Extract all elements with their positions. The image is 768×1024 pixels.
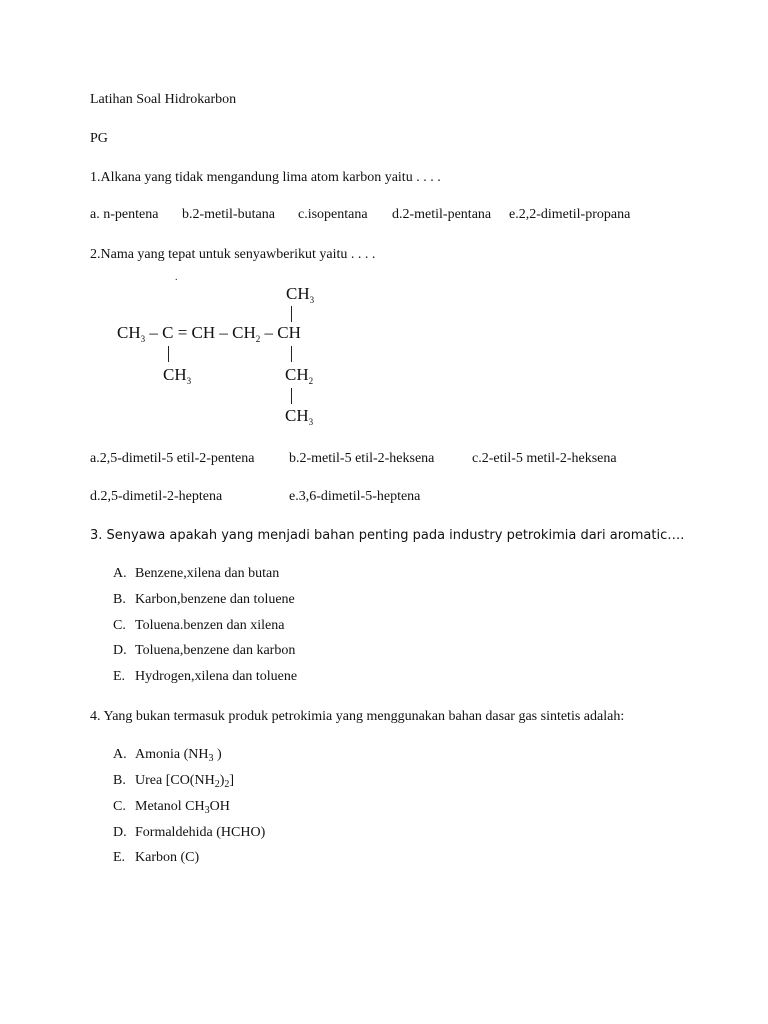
bond-bottom xyxy=(291,388,292,404)
q4-option-c-letter: C. xyxy=(113,799,126,814)
q4-option-c-sub: 3 xyxy=(204,805,210,816)
q4-option-a-post: ) xyxy=(213,747,222,762)
q4-option-e-text: Karbon (C) xyxy=(135,850,200,865)
q2-option-d: d.2,5-dimetil-2-heptena xyxy=(90,489,223,504)
bottom-methyl-text: CH xyxy=(285,406,309,425)
q4-option-e-letter: E. xyxy=(113,850,126,865)
chain-part-2: – C = CH – CH xyxy=(149,323,256,342)
section-label: PG xyxy=(90,131,108,146)
q1-option-a: a. n-pentena xyxy=(90,207,159,222)
top-methyl-text: CH xyxy=(286,284,310,303)
bottom-methyl-sub: 3 xyxy=(308,417,314,427)
q3-option-d xyxy=(113,643,295,659)
q1-option-d: d.2-metil-pentana xyxy=(392,207,492,222)
q4-option-b-sub: 2 xyxy=(214,779,220,790)
bottom-methyl-group xyxy=(285,406,313,426)
top-methyl-sub: 3 xyxy=(309,295,315,305)
q4-option-c xyxy=(113,799,230,815)
q4-option-e xyxy=(113,850,199,866)
q3-option-b-text: Karbon,benzene dan toluene xyxy=(135,592,295,607)
q4-option-d-letter: D. xyxy=(113,825,127,840)
q4-option-c-text: Metanol CH xyxy=(135,799,205,814)
question-4-text: 4. Yang bukan termasuk produk petrokimia yang menggunakan bahan dasar gas sintetis adalah: xyxy=(90,709,625,724)
q3-option-a xyxy=(113,566,279,582)
q3-option-a-text: Benzene,xilena dan butan xyxy=(135,566,280,581)
q4-option-d xyxy=(113,825,265,841)
q4-option-b-post: ] xyxy=(229,773,235,788)
q3-option-c-text: Toluena.benzen dan xilena xyxy=(135,618,285,633)
stray-dot: . xyxy=(175,272,178,283)
q4-option-b-text: Urea [CO(NH xyxy=(135,773,215,788)
q4-option-a-sub: 3 xyxy=(208,753,214,764)
q3-option-e xyxy=(113,669,297,685)
question-3-text: 3. Senyawa apakah yang menjadi bahan penting pada industry petrokimia dari aromatic…. xyxy=(90,528,685,543)
q2-option-b: b.2-metil-5 etil-2-heksena xyxy=(289,451,435,466)
q3-option-c-letter: C. xyxy=(113,618,126,633)
q1-option-e: e.2,2-dimetil-propana xyxy=(509,207,631,222)
q3-option-e-text: Hydrogen,xilena dan toluene xyxy=(135,669,298,684)
chain-sub-2: 2 xyxy=(255,334,261,344)
q3-option-d-text: Toluena,benzene dan karbon xyxy=(135,643,296,658)
q4-option-b-letter: B. xyxy=(113,773,126,788)
q3-option-a-letter: A. xyxy=(113,566,127,581)
question-1-text: 1.Alkana yang tidak mengandung lima atom karbon yaitu . . . . xyxy=(90,170,441,185)
top-methyl-group xyxy=(286,284,314,304)
main-chain xyxy=(117,323,301,343)
q4-option-b-mid: ) xyxy=(219,773,225,788)
q4-option-b xyxy=(113,773,234,789)
q4-option-a-text: Amonia (NH xyxy=(135,747,209,762)
q4-option-a-letter: A. xyxy=(113,747,127,762)
bond-top xyxy=(291,306,292,322)
q1-option-c: c.isopentana xyxy=(298,207,368,222)
q3-option-e-letter: E. xyxy=(113,669,126,684)
left-methyl-group xyxy=(163,365,191,385)
q4-option-a xyxy=(113,747,222,763)
q3-option-d-letter: D. xyxy=(113,643,127,658)
q4-option-d-text: Formaldehida (HCHO) xyxy=(135,825,266,840)
chain-part-1: CH xyxy=(117,323,141,342)
q3-option-c xyxy=(113,618,284,634)
right-methylene-text: CH xyxy=(285,365,309,384)
q4-option-c-post: OH xyxy=(209,799,230,814)
q1-option-b: b.2-metil-butana xyxy=(182,207,275,222)
left-methyl-text: CH xyxy=(163,365,187,384)
q2-option-c: c.2-etil-5 metil-2-heksena xyxy=(472,451,617,466)
q3-option-b-letter: B. xyxy=(113,592,126,607)
q4-option-b-sub2: 2 xyxy=(224,779,230,790)
document-title: Latihan Soal Hidrokarbon xyxy=(90,92,237,107)
left-methyl-sub: 3 xyxy=(186,376,192,386)
bond-right xyxy=(291,346,292,362)
chain-part-3: – CH xyxy=(264,323,301,342)
right-methylene-group xyxy=(285,365,313,385)
right-methylene-sub: 2 xyxy=(308,376,314,386)
question-2-text: 2.Nama yang tepat untuk senyawberikut yaitu . . . . xyxy=(90,247,376,262)
q2-option-a: a.2,5-dimetil-5 etil-2-pentena xyxy=(90,451,255,466)
bond-left xyxy=(168,346,169,362)
q3-option-b xyxy=(113,592,295,608)
q2-option-e: e.3,6-dimetil-5-heptena xyxy=(289,489,421,504)
chain-sub-1: 3 xyxy=(140,334,146,344)
